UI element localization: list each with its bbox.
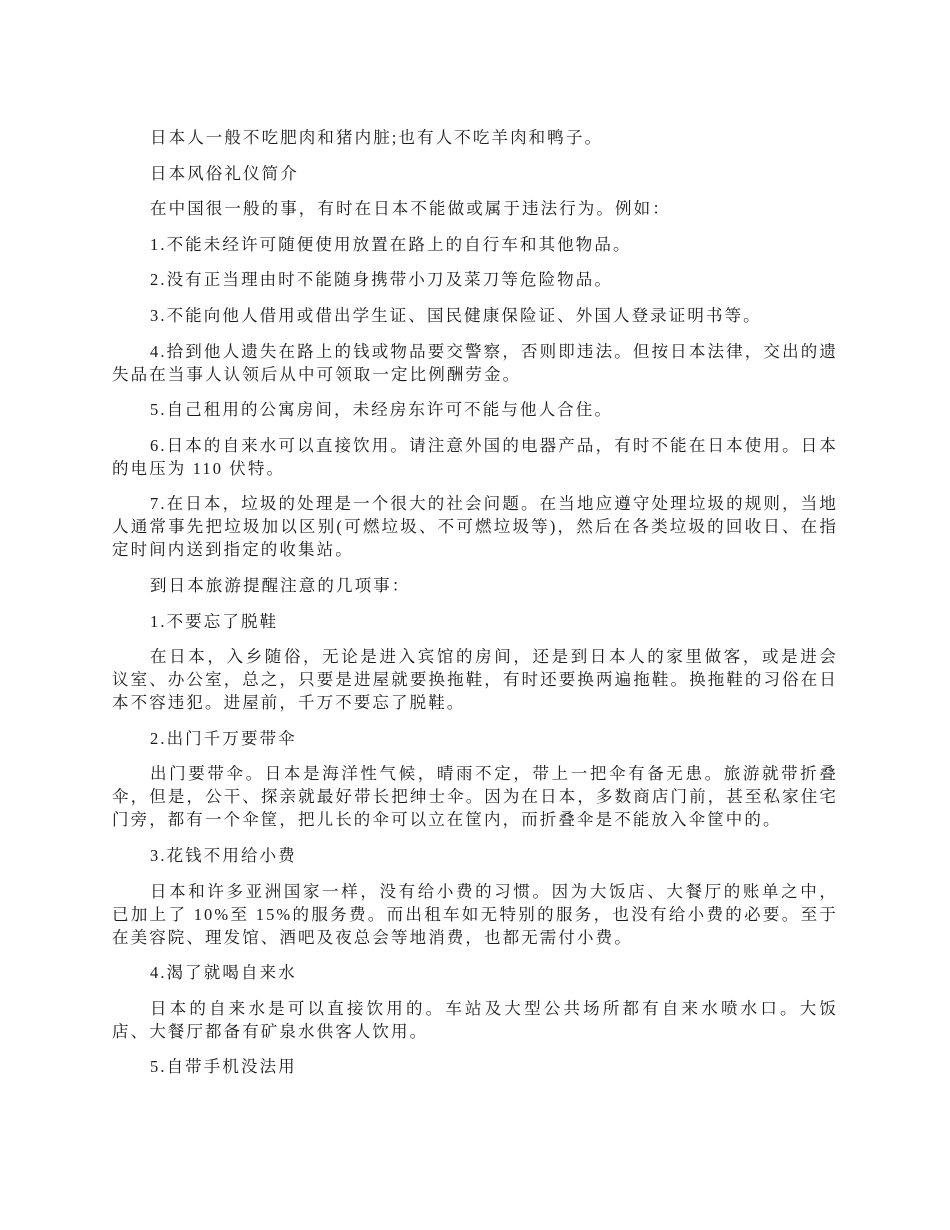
paragraph: 日本的自来水是可以直接饮用的。车站及大型公共场所都有自来水喷水口。大饭店、大餐厅都备有矿泉水供客人饮用。 [112,998,838,1041]
paragraph: 出门要带伞。日本是海洋性气候，晴雨不定，带上一把伞有备无患。旅游就带折叠伞，但是，公干、探亲就最好带长把绅士伞。因为在日本，多数商店门前，甚至私家住宅门旁，都有一个伞筐，把儿长的伞可以立在筐内，而折叠伞是不能放入伞筐中的。 [112,764,838,830]
list-item: 7.在日本，垃圾的处理是一个很大的社会问题。在当地应遵守处理垃圾的规则，当地人通常事先把垃圾加以区别(可燃垃圾、不可燃垃圾等)，然后在各类垃圾的回收日、在指定时间内送到指定的收集站。 [112,494,838,560]
subheading: 1.不要忘了脱鞋 [150,611,279,631]
list-item: 3.不能向他人借用或借出学生证、国民健康保险证、外国人登录证明书等。 [150,305,762,325]
list-item: 5.自己租用的公寓房间，未经房东许可不能与他人合住。 [150,400,613,420]
paragraph: 在中国很一般的事，有时在日本不能做或属于违法行为。例如： [150,199,671,219]
list-item: 1.不能未经许可随便使用放置在路上的自行车和其他物品。 [150,234,632,254]
paragraph: 日本和许多亚洲国家一样，没有给小费的习惯。因为大饭店、大餐厅的账单之中，已加上了 10%至 15%的服务费。而出租车如无特别的服务，也没有给小费的必要。至于在美容院、理发馆、酒吧及夜总会等地消费，也都无需付小费。 [112,881,838,947]
list-item: 6.日本的自来水可以直接饮用。请注意外国的电器产品，有时不能在日本使用。日本的电压为 110 伏特。 [112,435,838,478]
section-heading: 到日本旅游提醒注意的几项事： [150,575,411,595]
subheading: 4.渴了就喝自来水 [150,963,297,983]
document-page [112,126,838,1091]
paragraph: 日本人一般不吃肥肉和猪内脏;也有人不吃羊肉和鸭子。 [150,128,604,147]
subheading: 5.自带手机没法用 [150,1057,297,1077]
list-item: 4.拾到他人遗失在路上的钱或物品要交警察，否则即违法。但按日本法律，交出的遗失品在当事人认领后从中可领取一定比例酬劳金。 [112,341,838,384]
list-item: 2.没有正当理由时不能随身携带小刀及菜刀等危险物品。 [150,270,613,290]
section-heading: 日本风俗礼仪简介 [150,163,299,183]
subheading: 3.花钱不用给小费 [150,845,297,865]
paragraph: 在日本，入乡随俗，无论是进入宾馆的房间，还是到日本人的家里做客，或是进会议室、办公室，总之，只要是进屋就要换拖鞋，有时还要换两遍拖鞋。换拖鞋的习俗在日本不容违犯。进屋前，千万不要忘了脱鞋。 [112,647,838,713]
subheading: 2.出门千万要带伞 [150,728,297,748]
